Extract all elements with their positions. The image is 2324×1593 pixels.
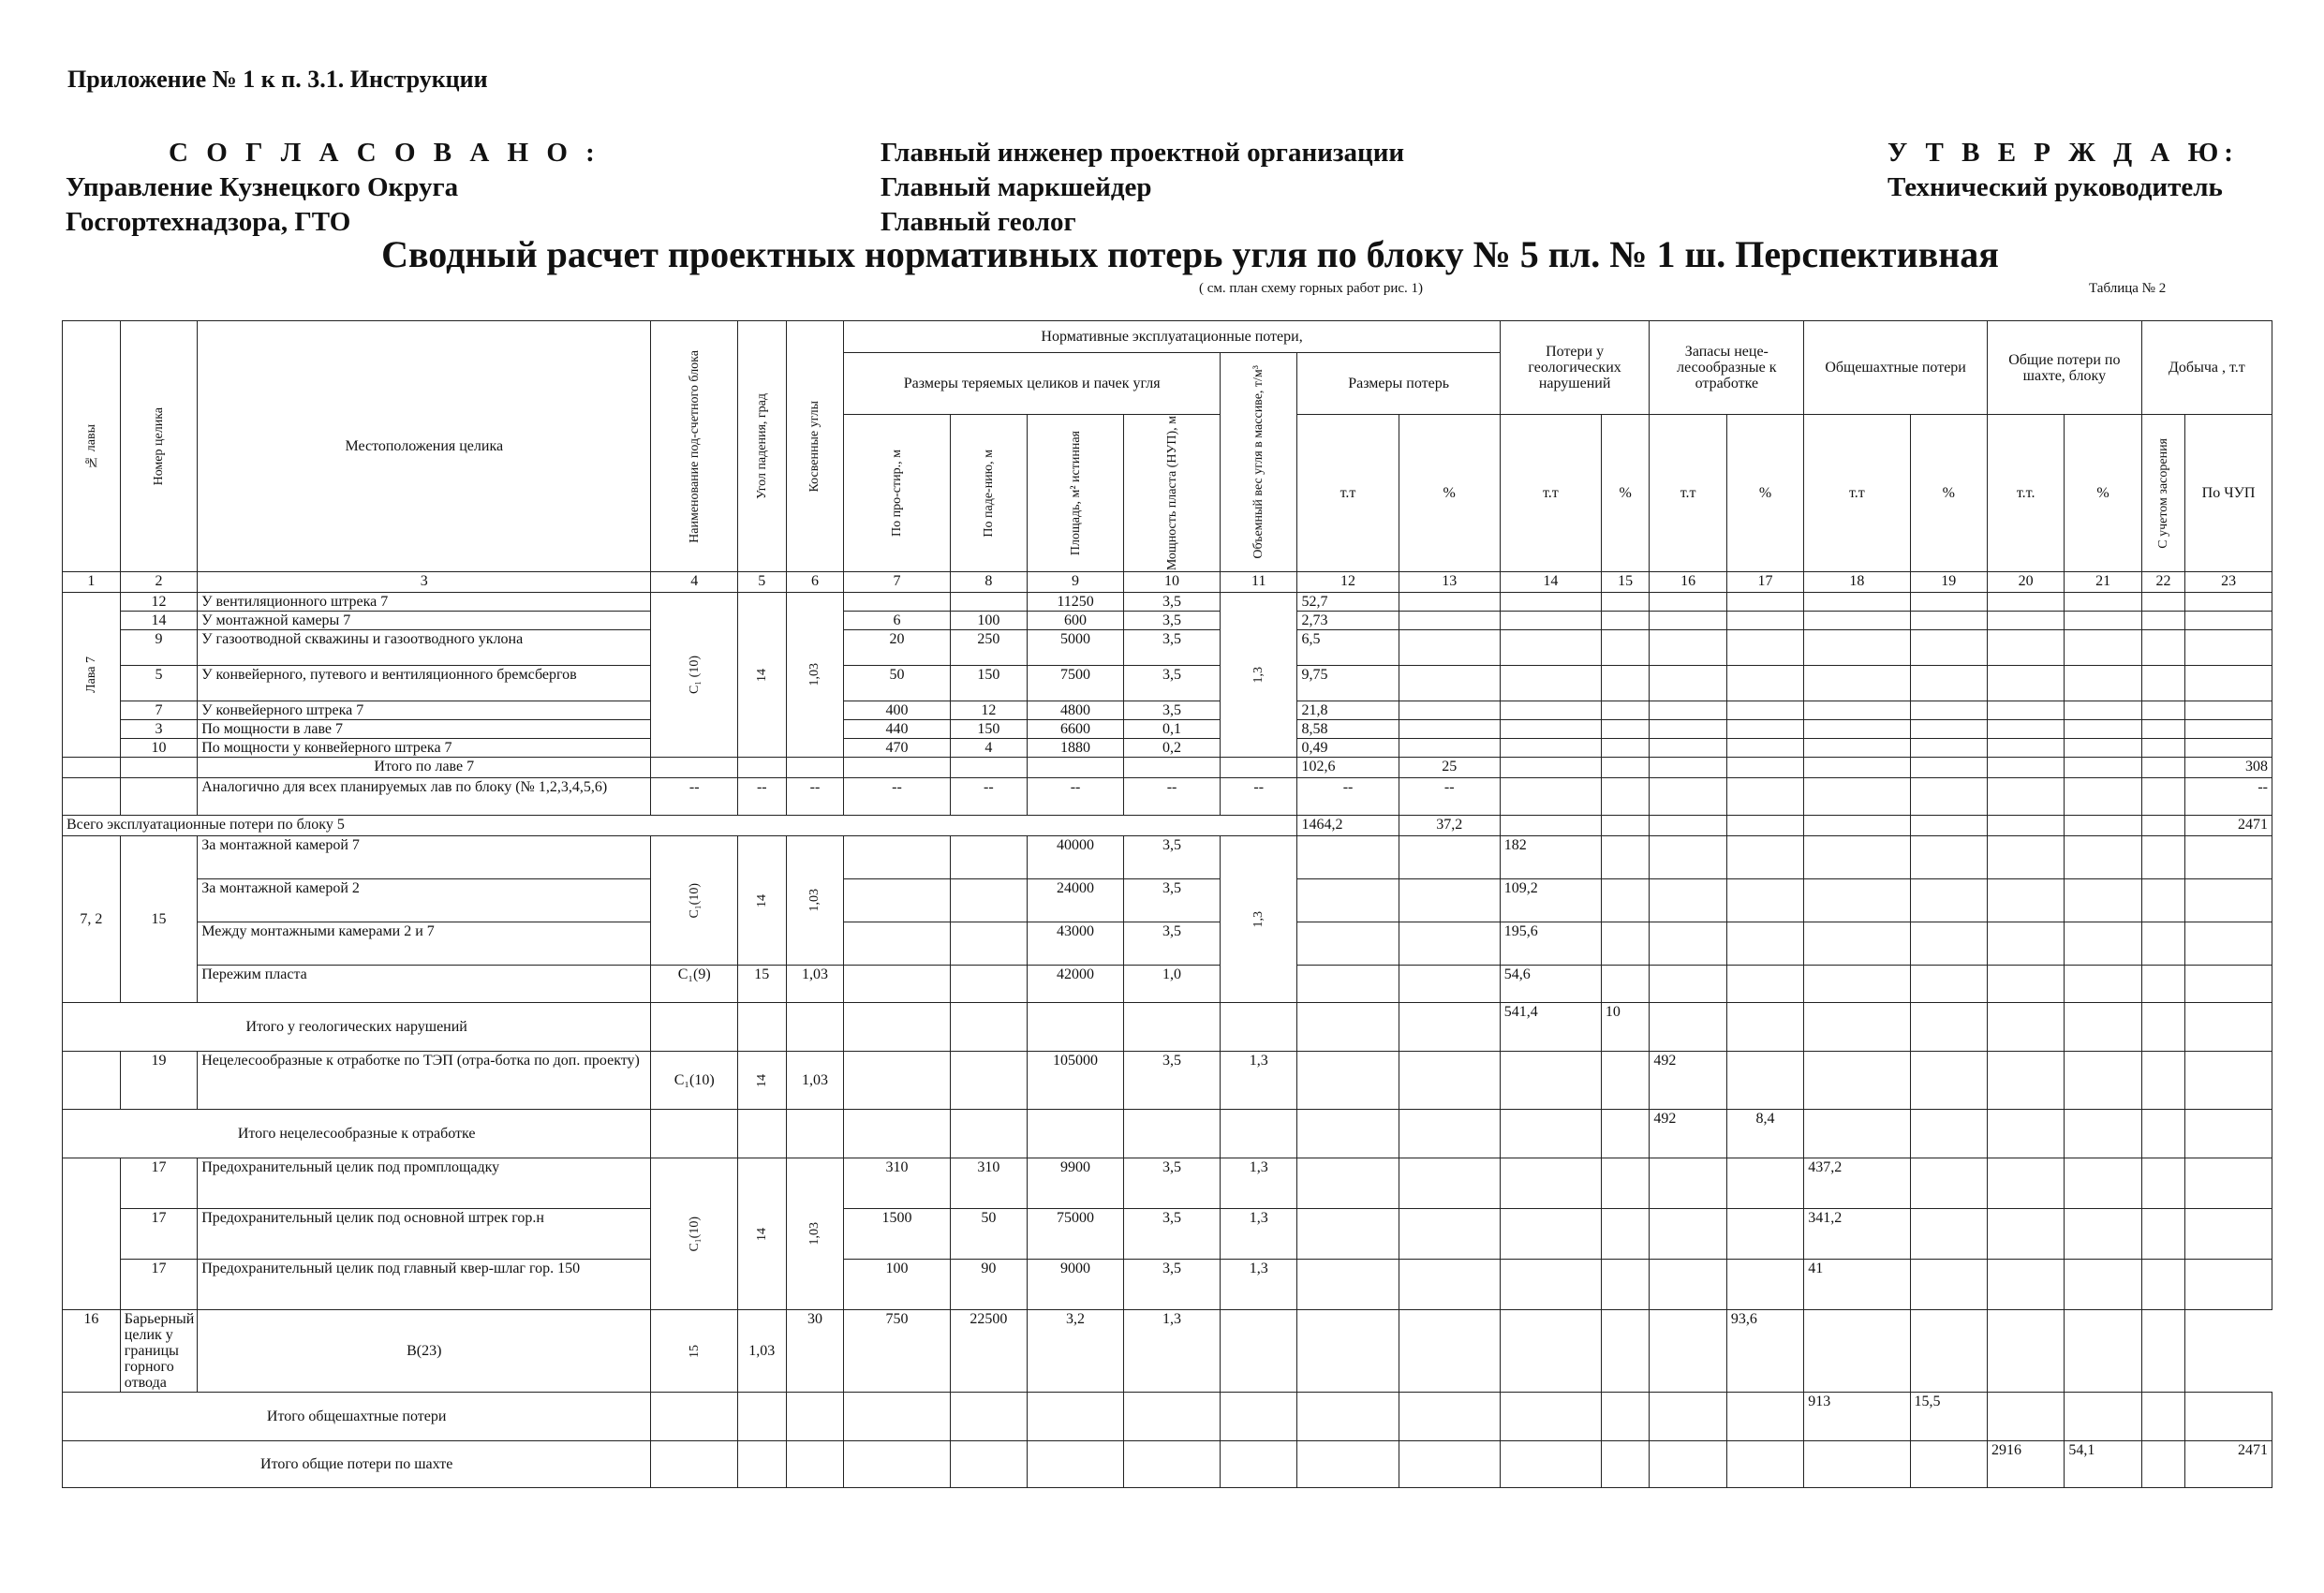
col-number-11: 11 <box>1221 572 1297 593</box>
col-number-18: 18 <box>1804 572 1910 593</box>
volume-weight: 1,3 <box>1221 1209 1297 1260</box>
area: 9000 <box>1028 1260 1124 1310</box>
table-row <box>63 966 2272 1003</box>
loss-tt: 8,58 <box>1297 720 1399 739</box>
unfit-loc: Нецелесообразные к отработке по ТЭП (отра-ботка по доп. проекту) <box>198 1052 651 1110</box>
area: 6600 <box>1028 720 1124 739</box>
area: 11250 <box>1028 593 1124 612</box>
pillar-number: 17 <box>120 1158 197 1209</box>
unfit-total-label: Итого нецелесообразные к отработке <box>63 1110 651 1158</box>
block-name: С₁ (10) <box>687 656 702 695</box>
unfit-total-row <box>63 1110 2272 1158</box>
agreed-block <box>66 136 600 240</box>
strike-length: 440 <box>844 720 950 739</box>
col-c19-header: % <box>1910 415 1987 572</box>
thickness: 3,5 <box>1124 666 1221 701</box>
mine-total-label: Итого общешахтные потери <box>63 1393 651 1441</box>
col-block-header: Наименование под-счетного блока <box>687 349 702 543</box>
table-row <box>63 1260 2272 1310</box>
dip-length <box>950 593 1027 612</box>
table-row <box>63 612 2272 630</box>
thickness: 0,1 <box>1124 720 1221 739</box>
document-title: Сводный расчет проектных нормативных потерь угля по блоку № 5 пл. № 1 ш. Перспективная <box>381 233 1999 275</box>
table-row <box>63 836 2272 879</box>
table-row <box>63 922 2272 966</box>
strike-length: 310 <box>844 1158 950 1209</box>
unfit-total-c16: 492 <box>1650 1110 1726 1158</box>
strike-length: 20 <box>844 630 950 666</box>
unfit-total-c17: 8,4 <box>1726 1110 1803 1158</box>
kos-coef: 1,03 <box>807 663 822 686</box>
pillar-location: Между монтажными камерами 2 и 7 <box>198 922 651 966</box>
pillar-location: По мощности у конвейерного штрека 7 <box>198 739 651 758</box>
analog-row <box>63 778 2272 816</box>
approve-role: Технический руководитель <box>1887 172 2223 202</box>
block-name: С₁(10) <box>687 1216 702 1252</box>
barrier-kos: 1,03 <box>738 1310 787 1393</box>
col-area-header: Площадь, м² истинная <box>1068 431 1083 556</box>
geo-lava: 7, 2 <box>63 836 121 1003</box>
unfit-block: С₁(10) <box>651 1052 738 1110</box>
group-norm-header: Нормативные эксплуатационные потери, <box>844 321 1500 353</box>
analog-dash-c10: -- <box>1124 778 1221 816</box>
pillar-number: 12 <box>120 593 197 612</box>
col-strike-header: По про-стир., м <box>889 450 904 538</box>
geo-total-c14: 541,4 <box>1500 1003 1601 1052</box>
pillar-number: 3 <box>120 720 197 739</box>
col-kos-header: Косвенные углы <box>807 400 822 493</box>
area: 1880 <box>1028 739 1124 758</box>
analog-dash-c12: -- <box>1297 778 1399 816</box>
col-number-21: 21 <box>2065 572 2141 593</box>
area: 7500 <box>1028 666 1124 701</box>
lava7-total-c13: 25 <box>1399 758 1500 778</box>
col-c16-header: т.т <box>1650 415 1726 572</box>
col-number-19: 19 <box>1910 572 1987 593</box>
col-c14-header: т.т <box>1500 415 1601 572</box>
col-number-23: 23 <box>2185 572 2272 593</box>
lava7-total-c12: 102,6 <box>1297 758 1399 778</box>
kos-coef: 1,03 <box>786 966 844 1003</box>
table-row <box>63 739 2272 758</box>
col-number-7: 7 <box>844 572 950 593</box>
col-number-9: 9 <box>1028 572 1124 593</box>
col-lava-header: № лавы <box>83 423 98 469</box>
thickness: 3,5 <box>1124 630 1221 666</box>
lava7-total-label: Итого по лаве 7 <box>198 758 651 778</box>
dip-length: 50 <box>950 1209 1027 1260</box>
approve-title: У Т В Е Р Ж Д А Ю: <box>1887 138 2239 168</box>
loss-tt: 21,8 <box>1297 701 1399 720</box>
losses-table <box>62 320 2272 1488</box>
col-number-6: 6 <box>786 572 844 593</box>
barrier-loc: Барьерный целик у границы горного отвода <box>120 1310 197 1393</box>
col-number-4: 4 <box>651 572 738 593</box>
analog-dash-c13: -- <box>1399 778 1500 816</box>
grand-total-row <box>63 1441 2272 1488</box>
mine-total-c19: 15,5 <box>1910 1393 1987 1441</box>
col-number-8: 8 <box>950 572 1027 593</box>
col-c22-header: С учетом засорения <box>2155 437 2170 549</box>
pillar-location: У газоотводной скважины и газоотводного уклона <box>198 630 651 666</box>
dip-length: 4 <box>950 739 1027 758</box>
area: 5000 <box>1028 630 1124 666</box>
col-location-header: Местоположения целика <box>198 321 651 572</box>
area: 40000 <box>1028 836 1124 879</box>
dip-angle: 15 <box>738 966 787 1003</box>
appendix-note: Приложение № 1 к п. 3.1. Инструкции <box>67 66 488 93</box>
geo-total-label: Итого у геологических нарушений <box>63 1003 651 1052</box>
pillar-number: 17 <box>120 1260 197 1310</box>
analog-dash-c11: -- <box>1221 778 1297 816</box>
barrier-angle: 15 <box>687 1344 702 1358</box>
thickness: 3,5 <box>1124 922 1221 966</box>
lava7-total-c23: 308 <box>2185 758 2272 778</box>
table-number: Таблица № 2 <box>2089 281 2167 296</box>
unfit-row <box>63 1052 2272 1110</box>
dip-length: 12 <box>950 701 1027 720</box>
thickness: 0,2 <box>1124 739 1221 758</box>
strike-length: 100 <box>844 1260 950 1310</box>
table-row <box>63 701 2272 720</box>
pillar-location: У вентиляционного штрека 7 <box>198 593 651 612</box>
geo-loss-tt: 195,6 <box>1500 922 1601 966</box>
unfit-c10: 3,5 <box>1124 1052 1221 1110</box>
col-number-22: 22 <box>2141 572 2184 593</box>
col-volw-header: Объемный вес угля в массиве, т/м³ <box>1251 365 1266 559</box>
unfit-c11: 1,3 <box>1221 1052 1297 1110</box>
group-unfit-header: Запасы неце-лесообразные к отработке <box>1650 321 1804 415</box>
thickness: 3,5 <box>1124 701 1221 720</box>
loss-tt: 6,5 <box>1297 630 1399 666</box>
barrier-c9: 22500 <box>950 1310 1027 1393</box>
dip-length: 90 <box>950 1260 1027 1310</box>
mine-total-row <box>63 1393 2272 1441</box>
strike-length <box>844 593 950 612</box>
pillar-location: За монтажной камерой 2 <box>198 879 651 922</box>
col-thickness-header: Мощность пласта (НУП), м <box>1164 416 1179 571</box>
pillar-location: Предохранительный целик под основной штрек гор.н <box>198 1209 651 1260</box>
thickness: 3,5 <box>1124 1158 1221 1209</box>
kos-coef: 1,03 <box>807 889 822 912</box>
analog-dash-c23: -- <box>2185 778 2272 816</box>
pillar-location: У монтажной камеры 7 <box>198 612 651 630</box>
analog-dash-c8: -- <box>950 778 1027 816</box>
mine-loss-tt: 437,2 <box>1804 1158 1910 1209</box>
chief-surveyor: Главный маркшейдер <box>881 172 1152 202</box>
loss-tt: 0,49 <box>1297 739 1399 758</box>
group-geo-header: Потери у геологических нарушений <box>1500 321 1650 415</box>
loss-tt: 52,7 <box>1297 593 1399 612</box>
pillar-location: За монтажной камерой 7 <box>198 836 651 879</box>
thickness: 3,5 <box>1124 593 1221 612</box>
block-name: С₁(9) <box>651 966 738 1003</box>
pillar-location: У конвейерного штрека 7 <box>198 701 651 720</box>
mine-loss-tt: 41 <box>1804 1260 1910 1310</box>
block-total-c13: 37,2 <box>1399 816 1500 836</box>
dip-length: 250 <box>950 630 1027 666</box>
geo-total-row <box>63 1003 2272 1052</box>
geo-loss-tt: 54,6 <box>1500 966 1601 1003</box>
dip-length: 100 <box>950 612 1027 630</box>
lava7-total-row <box>63 758 2272 778</box>
table-row <box>63 630 2272 666</box>
table-row <box>63 666 2272 701</box>
pillar-location: По мощности в лаве 7 <box>198 720 651 739</box>
signatories-block <box>881 136 1404 240</box>
agreed-org2: Госгортехнадзора, ГТО <box>66 207 351 237</box>
pillar-number: 14 <box>120 612 197 630</box>
volume-weight: 1,3 <box>1251 910 1266 928</box>
barrier-c11: 1,3 <box>1124 1310 1221 1393</box>
col-number-16: 16 <box>1650 572 1726 593</box>
col-number-2: 2 <box>120 572 197 593</box>
mine-loss-tt: 341,2 <box>1804 1209 1910 1260</box>
block-total-c12: 1464,2 <box>1297 816 1399 836</box>
dip-length: 150 <box>950 720 1027 739</box>
col-c15-header: % <box>1601 415 1650 572</box>
area: 42000 <box>1028 966 1124 1003</box>
col-number-17: 17 <box>1726 572 1803 593</box>
column-numbers-row <box>63 572 2272 593</box>
thickness: 3,5 <box>1124 836 1221 879</box>
group-mine-header: Общешахтные потери <box>1804 321 1988 415</box>
block-total-row <box>63 816 2272 836</box>
unfit-kos: 1,03 <box>786 1052 844 1110</box>
block-name: С₁(10) <box>687 882 702 919</box>
col-number-3: 3 <box>198 572 651 593</box>
thickness: 3,5 <box>1124 1260 1221 1310</box>
area: 24000 <box>1028 879 1124 922</box>
area: 75000 <box>1028 1209 1124 1260</box>
strike-length: 400 <box>844 701 950 720</box>
grand-total-c20: 2916 <box>1987 1441 2064 1488</box>
area: 600 <box>1028 612 1124 630</box>
col-number-15: 15 <box>1601 572 1650 593</box>
barrier-n: 16 <box>63 1310 121 1393</box>
lava-label: Лава 7 <box>83 656 98 694</box>
thickness: 3,5 <box>1124 612 1221 630</box>
group-sizes-header: Размеры теряемых целиков и пачек угля <box>844 353 1221 415</box>
loss-tt: 9,75 <box>1297 666 1399 701</box>
block-total-c23: 2471 <box>2185 816 2272 836</box>
unfit-angle: 14 <box>754 1073 769 1087</box>
mine-total-c18: 913 <box>1804 1393 1910 1441</box>
thickness: 3,5 <box>1124 1209 1221 1260</box>
agreed-title: С О Г Л А С О В А Н О : <box>169 138 600 168</box>
pillar-number: 5 <box>120 666 197 701</box>
table-row <box>63 1209 2272 1260</box>
col-number-10: 10 <box>1124 572 1221 593</box>
pillar-location: Предохранительный целик под промплощадку <box>198 1158 651 1209</box>
group-loss-header: Размеры потерь <box>1297 353 1500 415</box>
thickness: 1,0 <box>1124 966 1221 1003</box>
analog-dash-c7: -- <box>844 778 950 816</box>
block-total-label: Всего эксплуатационные потери по блоку 5 <box>63 816 1297 836</box>
col-c23-header: По ЧУП <box>2185 415 2272 572</box>
dip-angle: 14 <box>754 668 769 682</box>
col-c12-header: т.т <box>1297 415 1399 572</box>
analog-dash-c6: -- <box>786 778 844 816</box>
analog-dash-c9: -- <box>1028 778 1124 816</box>
geo-loss-tt: 182 <box>1500 836 1601 879</box>
col-c18-header: т.т <box>1804 415 1910 572</box>
area: 4800 <box>1028 701 1124 720</box>
area: 9900 <box>1028 1158 1124 1209</box>
col-c17-header: % <box>1726 415 1803 572</box>
pillar-number: 17 <box>120 1209 197 1260</box>
analog-dash-c5: -- <box>738 778 787 816</box>
barrier-c18: 93,6 <box>1726 1310 1803 1393</box>
barrier-c8: 750 <box>844 1310 950 1393</box>
table-row <box>63 879 2272 922</box>
analog-label: Аналогично для всех планируемых лав по блоку (№ 1,2,3,4,5,6) <box>198 778 651 816</box>
group-prod-header: Добыча , т.т <box>2141 321 2272 415</box>
col-number-5: 5 <box>738 572 787 593</box>
geo-total-c15: 10 <box>1601 1003 1650 1052</box>
chief-geologist: Главный геолог <box>881 207 1076 237</box>
unfit-n: 19 <box>120 1052 197 1110</box>
grand-total-c21: 54,1 <box>2065 1441 2141 1488</box>
pillar-location: У конвейерного, путевого и вентиляционного бремсбергов <box>198 666 651 701</box>
kos-coef: 1,03 <box>807 1222 822 1246</box>
volume-weight: 1,3 <box>1221 1260 1297 1310</box>
col-number-13: 13 <box>1399 572 1500 593</box>
table-row <box>63 1158 2272 1209</box>
document-subtitle: ( см. план схему горных работ рис. 1) <box>1199 281 1424 296</box>
grand-total-label: Итого общие потери по шахте <box>63 1441 651 1488</box>
barrier-c7: 30 <box>786 1310 844 1393</box>
dip-length: 310 <box>950 1158 1027 1209</box>
barrier-row <box>63 1310 2272 1393</box>
pillar-location: Пережим пласта <box>198 966 651 1003</box>
dip-angle: 14 <box>754 893 769 907</box>
strike-length: 50 <box>844 666 950 701</box>
group-total-header: Общие потери по шахте, блоку <box>1987 321 2141 415</box>
agreed-org1: Управление Кузнецкого Округа <box>66 172 459 202</box>
volume-weight: 1,3 <box>1221 1158 1297 1209</box>
col-number-20: 20 <box>1987 572 2064 593</box>
strike-length: 470 <box>844 739 950 758</box>
approve-block <box>1887 136 2239 205</box>
volume-weight: 1,3 <box>1251 666 1266 684</box>
pillar-number: 10 <box>120 739 197 758</box>
col-number-1: 1 <box>63 572 121 593</box>
table-row <box>63 593 2272 612</box>
col-dip-header: По паде-нию, м <box>981 449 996 538</box>
area: 43000 <box>1028 922 1124 966</box>
strike-length: 6 <box>844 612 950 630</box>
col-angle-header: Угол падения, град <box>754 393 769 500</box>
analog-dash-c4: -- <box>651 778 738 816</box>
chief-engineer: Главный инженер проектной организации <box>881 138 1405 168</box>
thickness: 3,5 <box>1124 879 1221 922</box>
unfit-c9: 105000 <box>1028 1052 1124 1110</box>
pillar-location: Предохранительный целик под главный квер-шлаг гор. 150 <box>198 1260 651 1310</box>
pillar-number: 7 <box>120 701 197 720</box>
col-c21-header: % <box>2065 415 2141 572</box>
unfit-c16: 492 <box>1650 1052 1726 1110</box>
loss-tt: 2,73 <box>1297 612 1399 630</box>
dip-length: 150 <box>950 666 1027 701</box>
dip-angle: 14 <box>754 1227 769 1241</box>
col-c20-header: т.т. <box>1987 415 2064 572</box>
table-row <box>63 720 2272 739</box>
grand-total-c23: 2471 <box>2185 1441 2272 1488</box>
col-pillar-no-header: Номер целика <box>152 406 166 486</box>
barrier-c10: 3,2 <box>1028 1310 1124 1393</box>
col-number-14: 14 <box>1500 572 1601 593</box>
geo-pillar-number: 15 <box>120 836 197 1003</box>
barrier-block: В(23) <box>198 1310 651 1393</box>
geo-loss-tt: 109,2 <box>1500 879 1601 922</box>
col-number-12: 12 <box>1297 572 1399 593</box>
pillar-number: 9 <box>120 630 197 666</box>
col-c13-header: % <box>1399 415 1500 572</box>
strike-length: 1500 <box>844 1209 950 1260</box>
